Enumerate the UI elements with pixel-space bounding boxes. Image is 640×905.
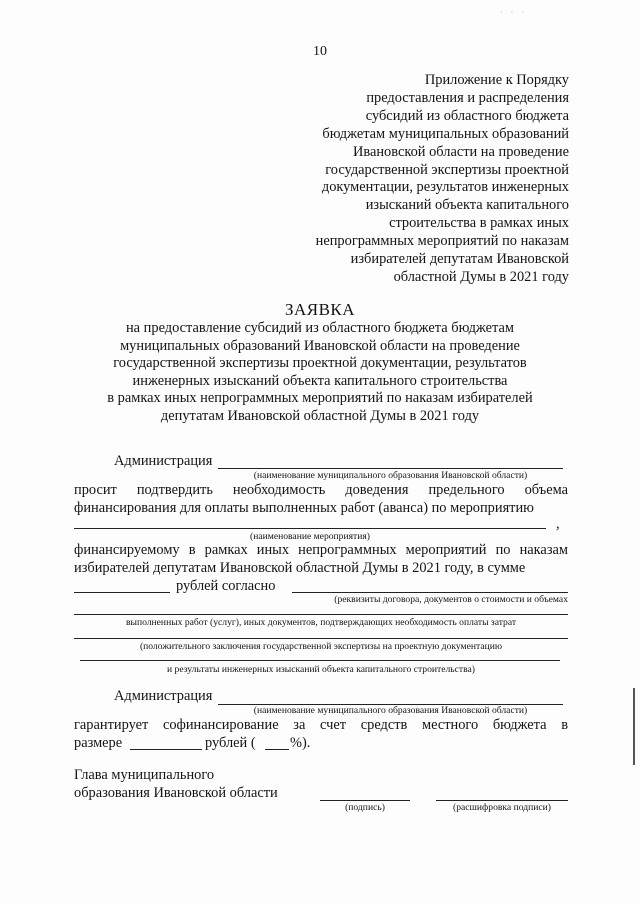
docs-field-3[interactable] bbox=[74, 638, 568, 639]
docs-caption-2: выполненных работ (услуг), иных документов, подтверждающих необходимость оплаты затрат bbox=[125, 617, 517, 628]
appendix-line: субсидий из областного бюджета bbox=[365, 107, 569, 124]
admin-caption: (наименование муниципального образования Ивановской области) bbox=[253, 470, 528, 481]
subtitle-line: государственной экспертизы проектной документации, результатов bbox=[113, 355, 527, 372]
appendix-line: областной Думы в 2021 году bbox=[393, 268, 569, 285]
appendix-line: предоставления и распределения bbox=[366, 89, 569, 106]
subtitle-line: инженерных изысканий объекта капитального строительства bbox=[132, 372, 508, 389]
admin2-label: Администрация bbox=[114, 688, 213, 704]
admin2-caption: (наименование муниципального образования Ивановской области) bbox=[253, 705, 528, 716]
guarantee-line: гарантирует софинансирование за счет средств местного бюджета в bbox=[74, 717, 568, 733]
request-line-1: просит подтвердить необходимость доведения предельного объема bbox=[74, 482, 568, 498]
signature-decode-field[interactable] bbox=[436, 800, 568, 801]
amount-rest: рублей ( bbox=[205, 735, 256, 751]
amount-field[interactable] bbox=[74, 592, 170, 593]
subtitle-line: на предоставление субсидий из областного бюджета бюджетам bbox=[125, 320, 515, 336]
admin-label: Администрация bbox=[114, 453, 213, 469]
percent-text: %). bbox=[290, 735, 311, 751]
rubles-text: рублей согласно bbox=[176, 578, 276, 594]
appendix-line: бюджетам муниципальных образований bbox=[322, 125, 569, 142]
page-number: 10 bbox=[313, 44, 327, 59]
cofinance-amount-field[interactable] bbox=[130, 749, 202, 750]
appendix-line: изысканий объекта капитального bbox=[365, 197, 569, 214]
percent-field[interactable] bbox=[265, 749, 289, 750]
admin-name-field[interactable] bbox=[218, 468, 563, 469]
corner-dots: · · · bbox=[500, 8, 527, 17]
docs-field-1[interactable] bbox=[292, 592, 568, 593]
docs-field-4[interactable] bbox=[80, 660, 560, 661]
docs-caption-3: (положительного заключения государственной экспертизы на проектную документацию bbox=[139, 641, 503, 652]
amount-label: размере bbox=[74, 735, 123, 751]
event-comma: , bbox=[556, 516, 560, 532]
appendix-line: избирателей депутатам Ивановской bbox=[350, 251, 569, 268]
signature-decode-caption: (расшифровка подписи) bbox=[453, 802, 551, 813]
signature-caption: (подпись) bbox=[345, 802, 385, 813]
subtitle-line: депутатам Ивановской областной Думы в 2021 году bbox=[160, 407, 480, 424]
request-line-2: финансирования для оплаты выполненных работ (аванса) по мероприятию bbox=[74, 500, 534, 516]
event-caption: (наименование мероприятия) bbox=[250, 531, 370, 542]
appendix-line: документации, результатов инженерных bbox=[321, 179, 569, 196]
head-line-2: образования Ивановской области bbox=[74, 785, 278, 801]
appendix-line: государственной экспертизы проектной bbox=[325, 161, 569, 178]
docs-caption-4: и результаты инженерных изысканий объекта капитального строительства) bbox=[167, 664, 475, 675]
event-name-field[interactable] bbox=[74, 528, 546, 529]
subtitle-line: муниципальных образований Ивановской области на проведение bbox=[120, 337, 520, 354]
appendix-line: Ивановской области на проведение bbox=[352, 143, 569, 160]
appendix-line: Приложение к Порядку bbox=[424, 72, 569, 88]
financed-line-1: финансируемому в рамках иных непрограммных мероприятий по наказам bbox=[74, 542, 568, 558]
docs-field-2[interactable] bbox=[74, 614, 568, 615]
appendix-block bbox=[300, 72, 569, 287]
docs-caption-1: (реквизиты договора, документов о стоимости и объемах bbox=[334, 594, 568, 605]
appendix-line: непрограммных мероприятий по наказам bbox=[315, 233, 569, 250]
head-line-1: Глава муниципального bbox=[74, 767, 215, 783]
appendix-line: строительства в рамках иных bbox=[389, 215, 569, 232]
financed-line-2: избирателей депутатам Ивановской областной Думы в 2021 году, в сумме bbox=[74, 560, 526, 576]
signature-field[interactable] bbox=[320, 800, 410, 801]
document-subtitle bbox=[60, 320, 580, 426]
subtitle-line: в рамках иных непрограммных мероприятий по наказам избирателей bbox=[107, 390, 533, 407]
document-title: ЗАЯВКА bbox=[284, 300, 356, 319]
scan-edge-mark bbox=[633, 688, 635, 765]
